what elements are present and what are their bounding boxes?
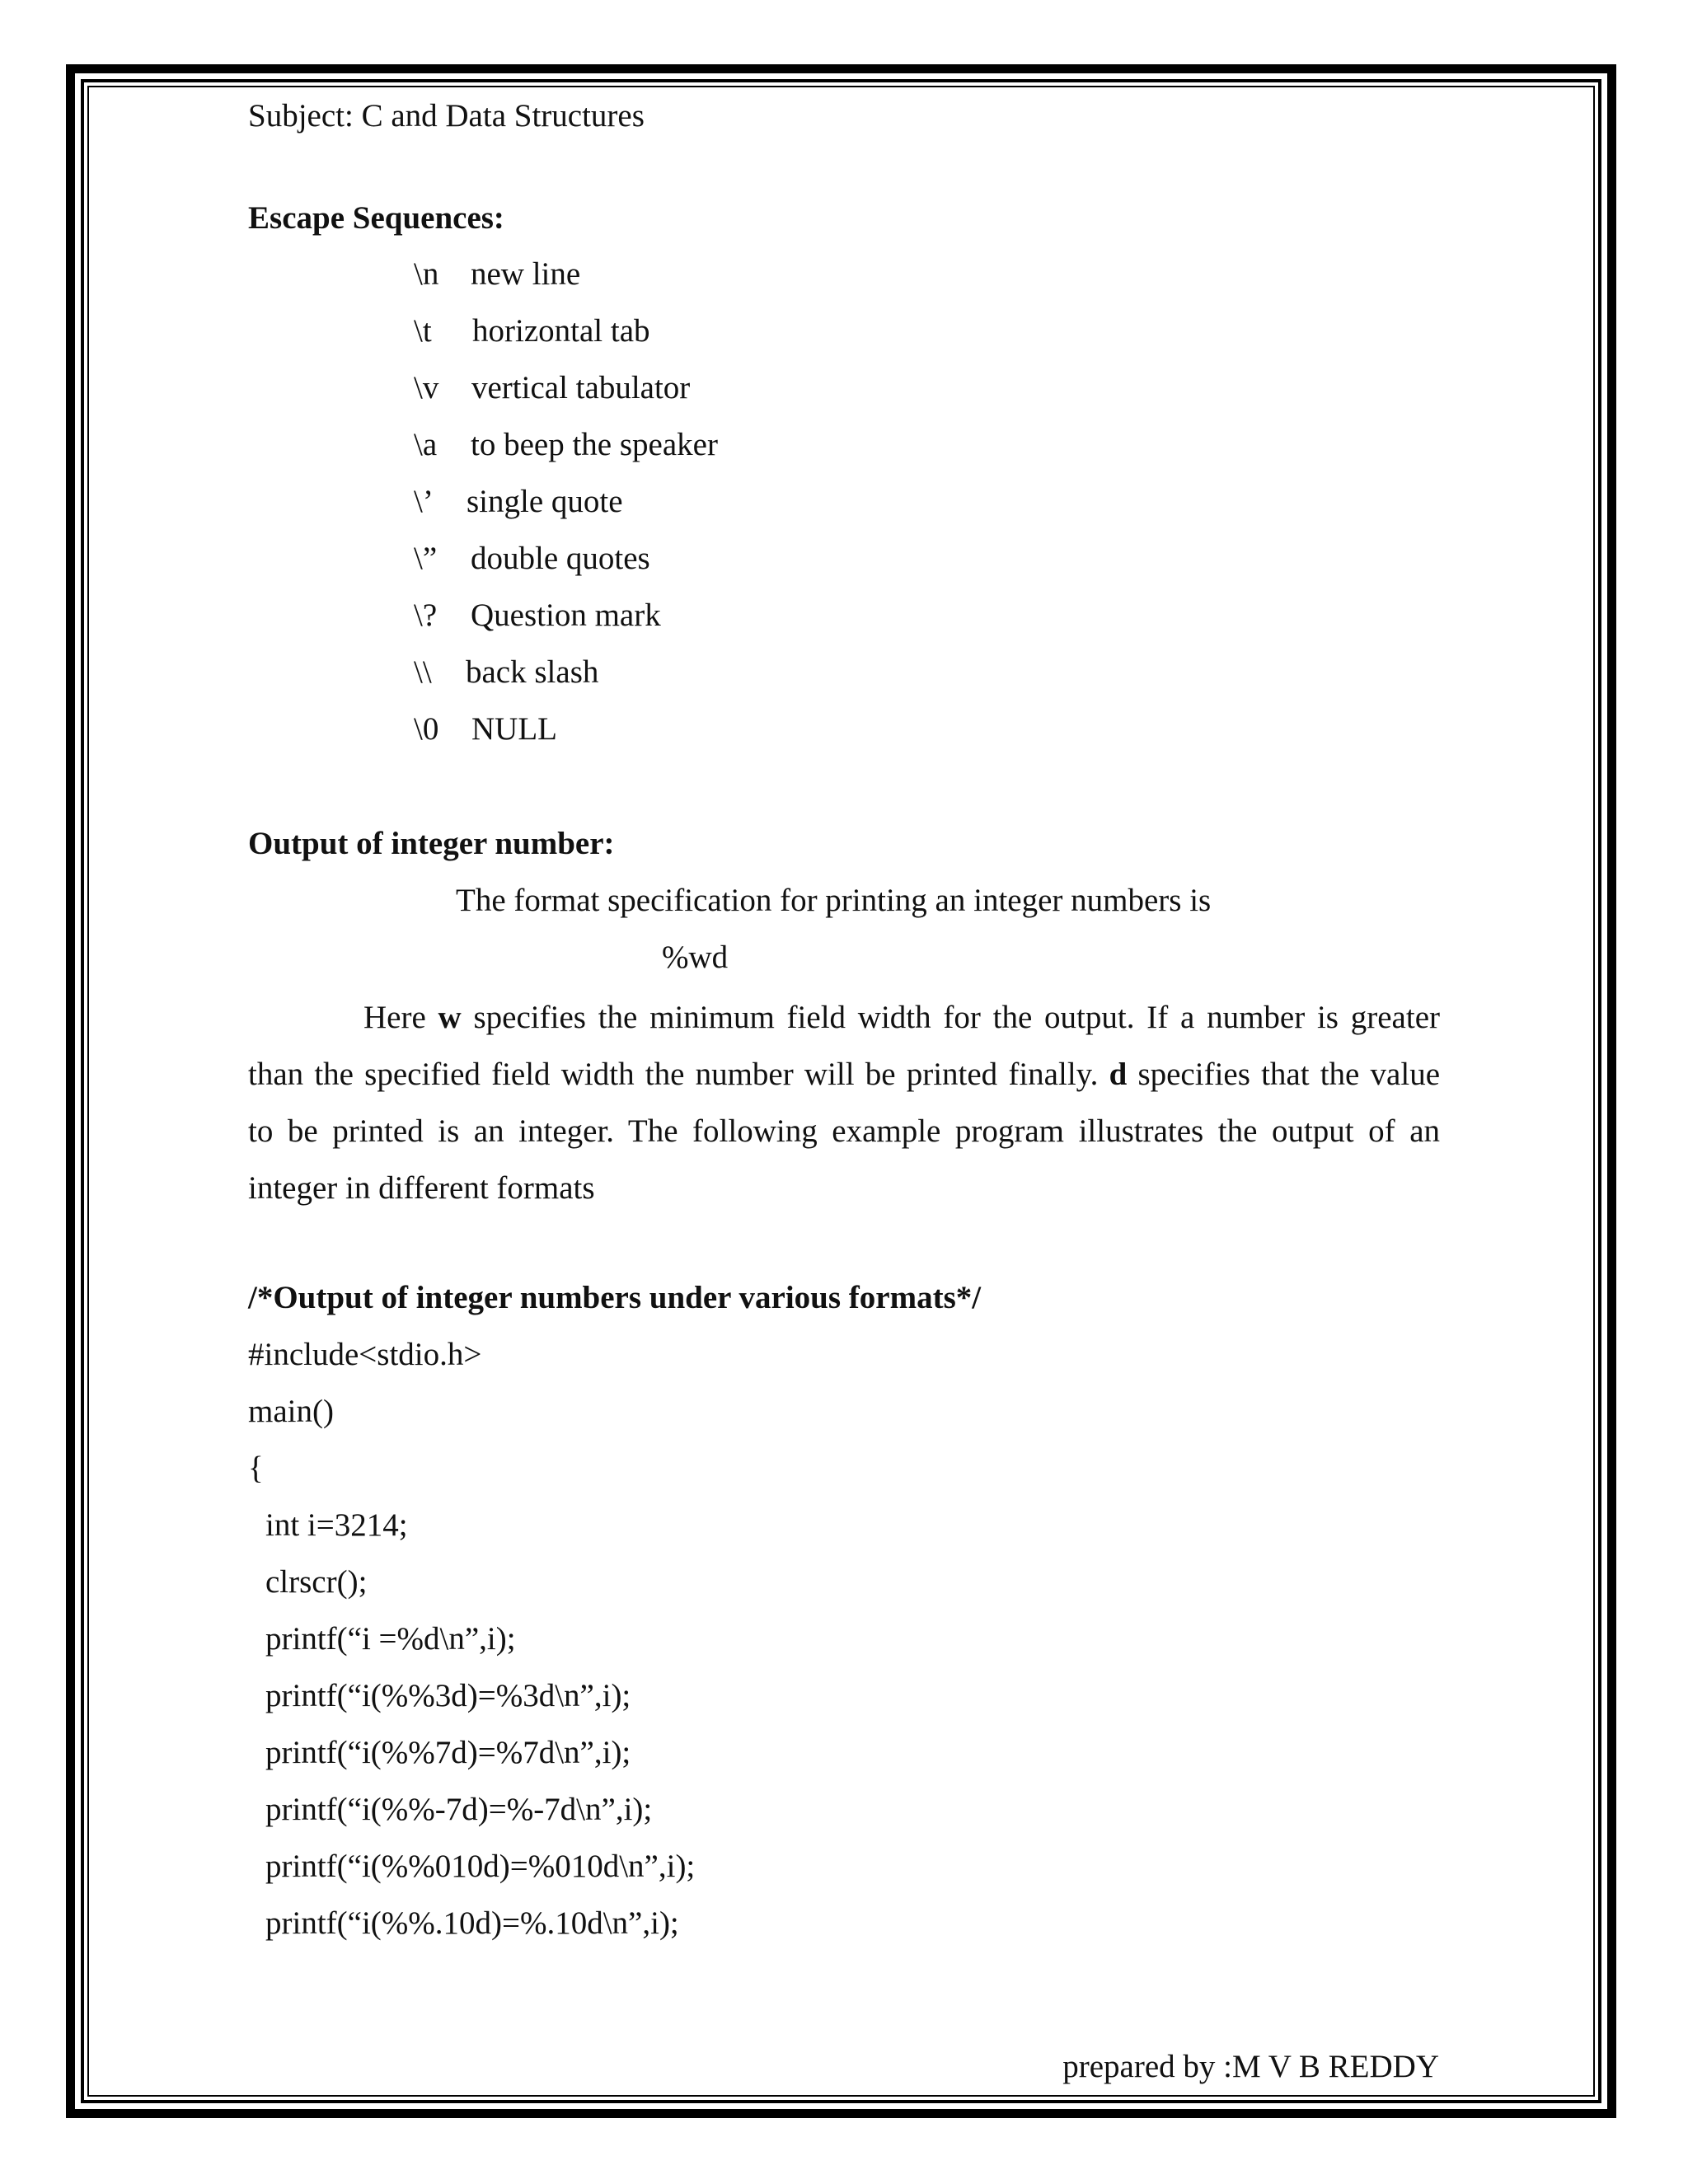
escape-desc: back slash [466, 654, 599, 690]
code-line: printf(“i(%%.10d)=%.10d\n”,i); [265, 1905, 679, 1941]
program-comment: /*Output of integer numbers under various formats*/ [248, 1280, 982, 1315]
escape-code: \n [414, 256, 439, 292]
escape-sequences-heading: Escape Sequences: [248, 200, 504, 236]
code-line: printf(“i =%d\n”,i); [265, 1621, 516, 1657]
escape-desc: vertical tabulator [471, 370, 691, 405]
code-line: printf(“i(%%7d)=%7d\n”,i); [265, 1735, 631, 1770]
escape-code: \” [414, 541, 438, 576]
paragraph-line: than the specified field width the number will be printed finally. d specifies that the value [248, 1057, 1440, 1092]
escape-desc: double quotes [471, 541, 650, 576]
escape-code: \? [414, 598, 438, 633]
escape-desc: new line [471, 256, 581, 292]
output-integer-heading: Output of integer number: [248, 826, 615, 861]
escape-desc: NULL [471, 711, 557, 747]
code-line: printf(“i(%%010d)=%010d\n”,i); [265, 1849, 696, 1884]
code-line: int i=3214; [265, 1507, 408, 1543]
paragraph-line: to be printed is an integer. The following example program illustrates the output of an [248, 1113, 1440, 1149]
prepared-by-footer: prepared by :M V B REDDY [1062, 2049, 1439, 2084]
subject-line: Subject: C and Data Structures [248, 98, 645, 134]
escape-code: \a [414, 427, 438, 462]
code-line: { [248, 1451, 264, 1486]
paragraph-line: integer in different formats [248, 1170, 595, 1206]
escape-code: \\ [414, 654, 432, 690]
paragraph-line: Here w specifies the minimum field width for the output. If a number is greater [363, 1000, 1440, 1035]
code-line: printf(“i(%%-7d)=%-7d\n”,i); [265, 1792, 653, 1827]
format-spec: %wd [662, 940, 729, 975]
escape-desc: horizontal tab [472, 313, 650, 349]
code-line: printf(“i(%%3d)=%3d\n”,i); [265, 1678, 631, 1713]
format-explanation-paragraph [248, 989, 1440, 1216]
escape-code: \v [414, 370, 439, 405]
code-line: #include<stdio.h> [248, 1337, 482, 1372]
escape-code: \’ [414, 484, 434, 519]
code-line: clrscr(); [265, 1564, 368, 1600]
escape-desc: Question mark [471, 598, 661, 633]
escape-desc: to beep the speaker [471, 427, 718, 462]
code-line: main() [248, 1394, 334, 1429]
escape-code: \0 [414, 711, 439, 747]
escape-desc: single quote [467, 484, 623, 519]
format-intro: The format specification for printing an integer numbers is [456, 883, 1212, 918]
escape-code: \t [414, 313, 432, 349]
